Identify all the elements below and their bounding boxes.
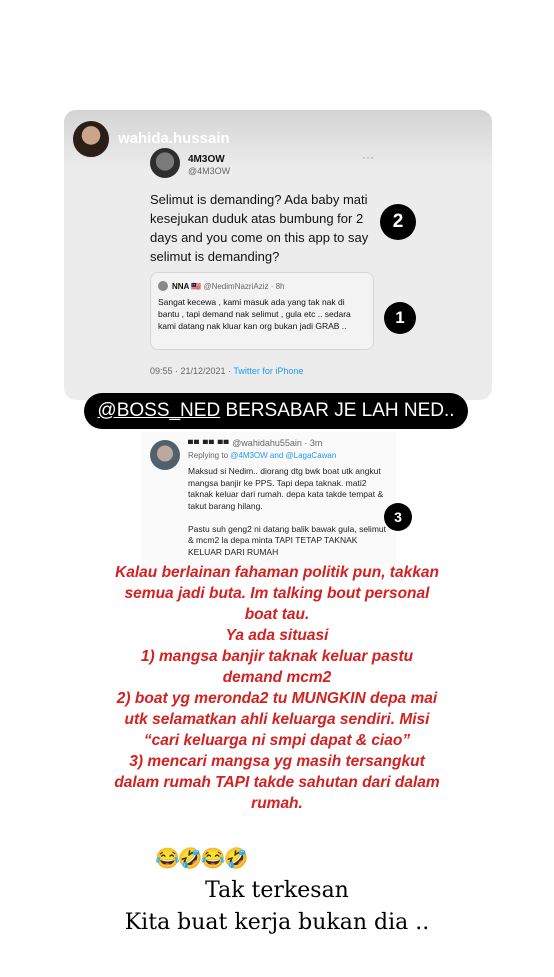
quote-header xyxy=(172,282,285,291)
bottom-caption-line-2: Kita buat kerja bukan dia .. xyxy=(124,910,430,935)
quote-age: · 8h xyxy=(270,282,285,291)
tweet-timestamp: 09:55 · 21/12/2021 · xyxy=(150,366,234,376)
reply-header xyxy=(188,438,322,448)
caption-text xyxy=(60,562,494,814)
caption-line: dalam rumah TAPI takde sahutan dari dalam xyxy=(114,774,440,791)
story-username[interactable]: wahida.hussain xyxy=(118,130,230,147)
caption-line: 3) mencari mangsa yg masih tersangkut xyxy=(129,753,425,770)
tweet-author-avatar xyxy=(150,148,180,178)
caption-line: 2) boat yg meronda2 tu MUNGKIN depa mai xyxy=(116,690,438,707)
tweet-author-handle: @4M3OW xyxy=(188,166,231,176)
caption-line: Ya ada situasi xyxy=(225,627,329,644)
caption-line: rumah. xyxy=(251,795,303,812)
caption-line: boat tau. xyxy=(244,606,310,623)
reply-text: Maksud si Nedim.. diorang dtg bwk boat utk angkut mangsa banjir ke PPS. Tapi depa taknak. mati2 taknak keluar dari rumah. depa kata takde tempat & takut barang hilang. Pastu suh geng2 ni datang balik bawak gula, selimut & mcm2 la depa minta TAPI TETAP TAKNAK KELUAR DARI RUMAH xyxy=(188,466,386,557)
marker-1: 1 xyxy=(384,302,416,334)
tweet-text: Selimut is demanding? Ada baby mati kesejukan duduk atas bumbung for 2 days and you come on this app to say selimut is demanding? xyxy=(150,192,369,264)
caption-line: semua jadi buta. Im talking bout personal xyxy=(124,585,430,602)
reply-author-handle: @wahidahu55ain · 3m xyxy=(232,438,323,448)
mention-text: BERSABAR JE LAH NED.. xyxy=(220,400,455,421)
quote-author-handle: @NedimNazriAziz xyxy=(203,282,269,291)
replying-prefix: Replying to xyxy=(188,451,231,460)
quote-text: Sangat kecewa , kami masuk ada yang tak nak di bantu , tapi demand nak selimut , gula etc .. sedara kami datang nak kluar kan org bukan jadi GRAB .. xyxy=(158,297,351,331)
caption-line: Kalau berlainan fahaman politik pun, takkan xyxy=(115,564,439,581)
replying-to-handles: @4M3OW and @LagaCawan xyxy=(230,451,337,460)
reply-author-avatar xyxy=(150,440,180,470)
caption-line: “cari keluarga ni smpi dapat & ciao” xyxy=(143,732,411,749)
laughing-emoji-icon: 😂🤣😂🤣 xyxy=(155,848,247,870)
story-avatar[interactable] xyxy=(72,120,110,158)
tweet-source: Twitter for iPhone xyxy=(233,366,304,376)
caption-line: utk selamatkan ahli keluarga sendiri. Misi xyxy=(124,711,430,728)
mention-handle[interactable]: @BOSS_NED xyxy=(97,400,221,421)
replying-to xyxy=(188,451,336,460)
caption-line: demand mcm2 xyxy=(222,669,332,686)
marker-2: 2 xyxy=(380,204,416,240)
tweet-author-name: 4M3OW xyxy=(188,154,225,165)
caption-line: 1) mangsa banjir taknak keluar pastu xyxy=(140,648,414,665)
bottom-caption-line-1: Tak terkesan xyxy=(205,878,349,903)
more-options-icon: ··· xyxy=(362,150,374,164)
tweet-meta xyxy=(150,366,303,376)
marker-3: 3 xyxy=(384,503,412,531)
quote-author-avatar xyxy=(158,281,168,291)
reply-author-flags: ▀▀ ▀▀ ▀▀ xyxy=(188,441,230,448)
quote-author-name: NNA 🇲🇾 xyxy=(172,282,202,291)
mention-sticker[interactable] xyxy=(84,393,468,429)
